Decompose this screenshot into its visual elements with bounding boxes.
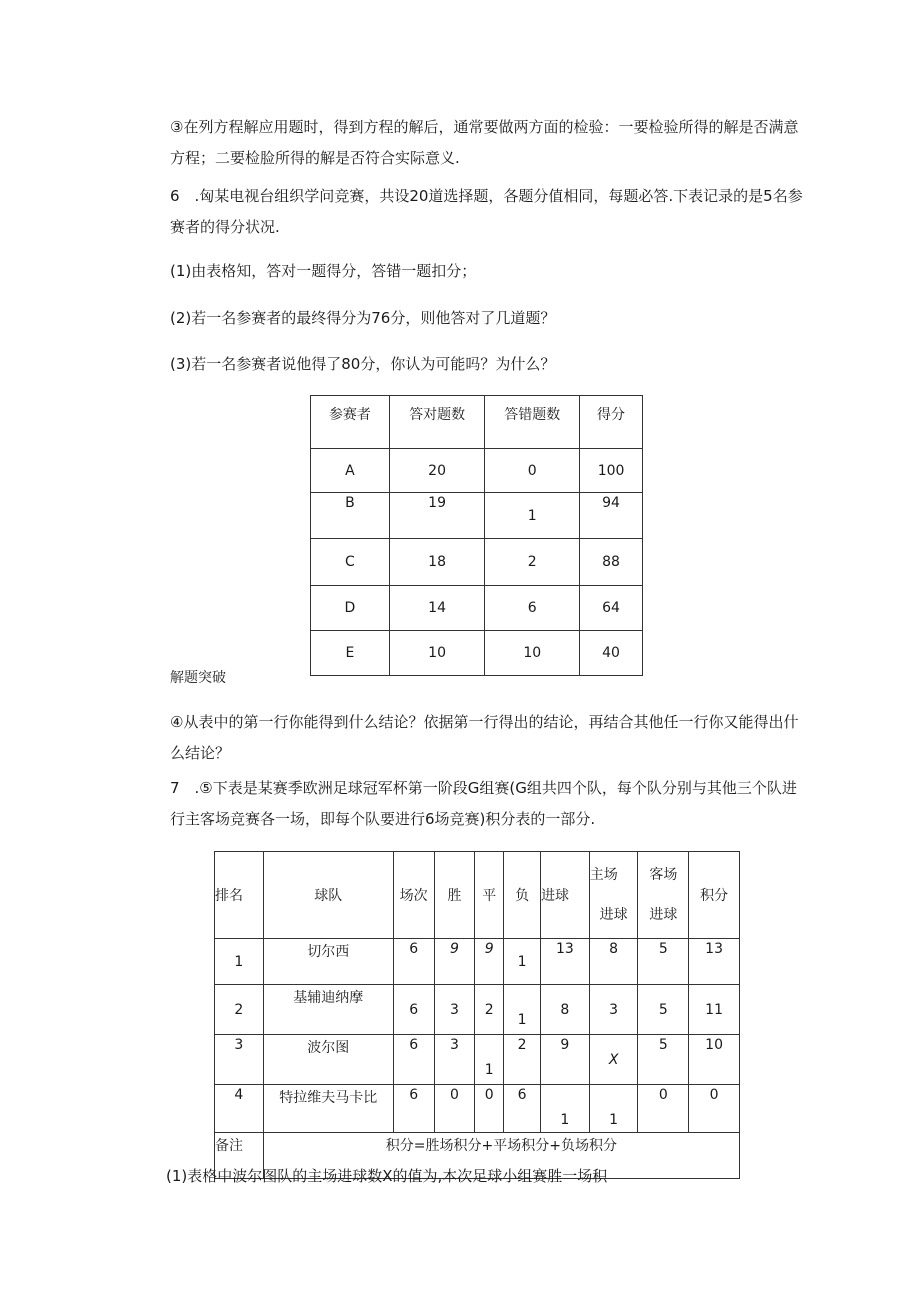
table-cell: 88	[580, 539, 643, 586]
table-header-cell: 排名	[215, 852, 264, 939]
table-header-cell: 参赛者	[311, 396, 390, 449]
table-cell: 6	[504, 1085, 541, 1133]
table-cell: 10	[485, 631, 580, 676]
table-cell: C	[311, 539, 390, 586]
table-header-cell: 答对题数	[389, 396, 485, 449]
table-cell: E	[311, 631, 390, 676]
table-cell: 基辅迪纳摩	[263, 985, 393, 1035]
table-cell: 5	[638, 1035, 689, 1085]
table-cell: 94	[580, 493, 643, 539]
table-header-cell: 积分	[689, 852, 740, 939]
table-cell: 6	[393, 1035, 434, 1085]
note-3: ③在列方程解应用题时，得到方程的解后，通常要做两方面的检验：一要检验所得的解是否满意方程；二要检脸所得的解是否符合实际意义.	[170, 118, 799, 167]
table-cell: 4	[215, 1085, 264, 1133]
table-header-cell	[638, 852, 689, 939]
table-row	[215, 939, 740, 985]
table-cell: 2	[504, 1035, 541, 1085]
table-cell: 8	[589, 939, 638, 985]
table-cell: 1	[485, 493, 580, 539]
table-cell: 18	[389, 539, 485, 586]
table-cell: 13	[689, 939, 740, 985]
question-7-part-1: (1)表格中波尔图队的主场进球数X的值为,本次足球小组赛胜一场积	[166, 1167, 608, 1185]
table-cell: 3	[215, 1035, 264, 1085]
table-row	[311, 539, 643, 586]
table-cell: 2	[215, 985, 264, 1035]
table-cell: 6	[393, 985, 434, 1035]
table-cell: 6	[485, 586, 580, 631]
table-header-cell: 得分	[580, 396, 643, 449]
table-cell: 1	[215, 939, 264, 985]
table-cell: 1	[504, 939, 541, 985]
table-row	[311, 449, 643, 493]
table-cell: 5	[638, 985, 689, 1035]
standings-table	[214, 851, 740, 1179]
table-cell: 10	[389, 631, 485, 676]
table-cell: 64	[580, 586, 643, 631]
table-header-cell: 胜	[434, 852, 475, 939]
table-cell: 100	[580, 449, 643, 493]
table-cell: 6	[393, 1085, 434, 1133]
table-header-row	[311, 396, 643, 449]
note-4: ④从表中的第一行你能得到什么结论？依据第一行得出的结论，再结合其他任一行你又能得出什么结论？	[170, 713, 799, 762]
table-cell: 0	[434, 1085, 475, 1133]
table-row	[311, 493, 643, 539]
table-header-cell: 球队	[263, 852, 393, 939]
table-cell: 10	[689, 1035, 740, 1085]
table-cell: D	[311, 586, 390, 631]
table-cell: A	[311, 449, 390, 493]
table-cell: 1	[589, 1085, 638, 1133]
table-cell: 切尔西	[263, 939, 393, 985]
table-header-row	[215, 852, 740, 939]
table-cell: 1	[504, 985, 541, 1035]
table-cell: 6	[393, 939, 434, 985]
table-cell: 9	[434, 939, 475, 985]
question-6-part-1: (1)由表格知，答对一题得分，答错一题扣分；	[170, 262, 477, 280]
table-cell: 3	[434, 985, 475, 1035]
table-cell: 9	[541, 1035, 590, 1085]
table-cell: 19	[389, 493, 485, 539]
table-cell: 0	[689, 1085, 740, 1133]
header-line: 进球	[649, 907, 678, 923]
header-line: 进球	[599, 907, 628, 923]
table-cell: 40	[580, 631, 643, 676]
table-cell: 13	[541, 939, 590, 985]
table-cell: 8	[541, 985, 590, 1035]
table-cell: 3	[434, 1035, 475, 1085]
table-cell: 0	[475, 1085, 504, 1133]
table-header-cell: 进球	[541, 852, 590, 939]
table-cell: 20	[389, 449, 485, 493]
table-cell: 特拉维夫马卡比	[263, 1085, 393, 1133]
table-cell: 1	[475, 1035, 504, 1085]
table-cell: 11	[689, 985, 740, 1035]
table-cell: 2	[485, 539, 580, 586]
note-label: 备注	[215, 1133, 264, 1179]
table-cell: 0	[638, 1085, 689, 1133]
table-row	[311, 586, 643, 631]
table-cell: 波尔图	[263, 1035, 393, 1085]
table-header-cell: 负	[504, 852, 541, 939]
question-6-stem: 6 .匈某电视台组织学问竞赛，共设20道选择题，各题分值相同，每题必答.下表记录的是5名参赛者的得分状况.	[170, 187, 803, 236]
table-row	[215, 985, 740, 1035]
table-cell: 5	[638, 939, 689, 985]
section-title: 解题突破	[170, 670, 226, 686]
question-6-part-3: (3)若一名参赛者说他得了80分，你认为可能吗？为什么？	[170, 355, 556, 373]
table-header-cell	[589, 852, 638, 939]
table-cell: 3	[589, 985, 638, 1035]
note-text: 积分=胜场积分+平场积分+负场积分	[263, 1133, 739, 1179]
question-6-part-2: (2)若一名参赛者的最终得分为76分，则他答对了几道题？	[170, 309, 556, 327]
table-header-cell: 答错题数	[485, 396, 580, 449]
table-cell: B	[311, 493, 390, 539]
table-cell: X	[589, 1035, 638, 1085]
table-cell: 2	[475, 985, 504, 1035]
question-7-stem: 7 .⑤下表是某赛季欧洲足球冠军杯第一阶段G组赛(G组共四个队，每个队分别与其他三个队进行主客场竞赛各一场，即每个队要进行6场竞赛)积分表的一部分.	[170, 779, 797, 828]
table-cell: 14	[389, 586, 485, 631]
table-cell: 1	[541, 1085, 590, 1133]
table-row	[215, 1035, 740, 1085]
table-row	[215, 1085, 740, 1133]
table-cell: 9	[475, 939, 504, 985]
score-table	[310, 395, 643, 676]
header-line: 主场	[589, 867, 618, 883]
table-header-cell: 场次	[393, 852, 434, 939]
table-cell: 0	[485, 449, 580, 493]
table-header-cell: 平	[475, 852, 504, 939]
header-line: 客场	[649, 867, 678, 883]
